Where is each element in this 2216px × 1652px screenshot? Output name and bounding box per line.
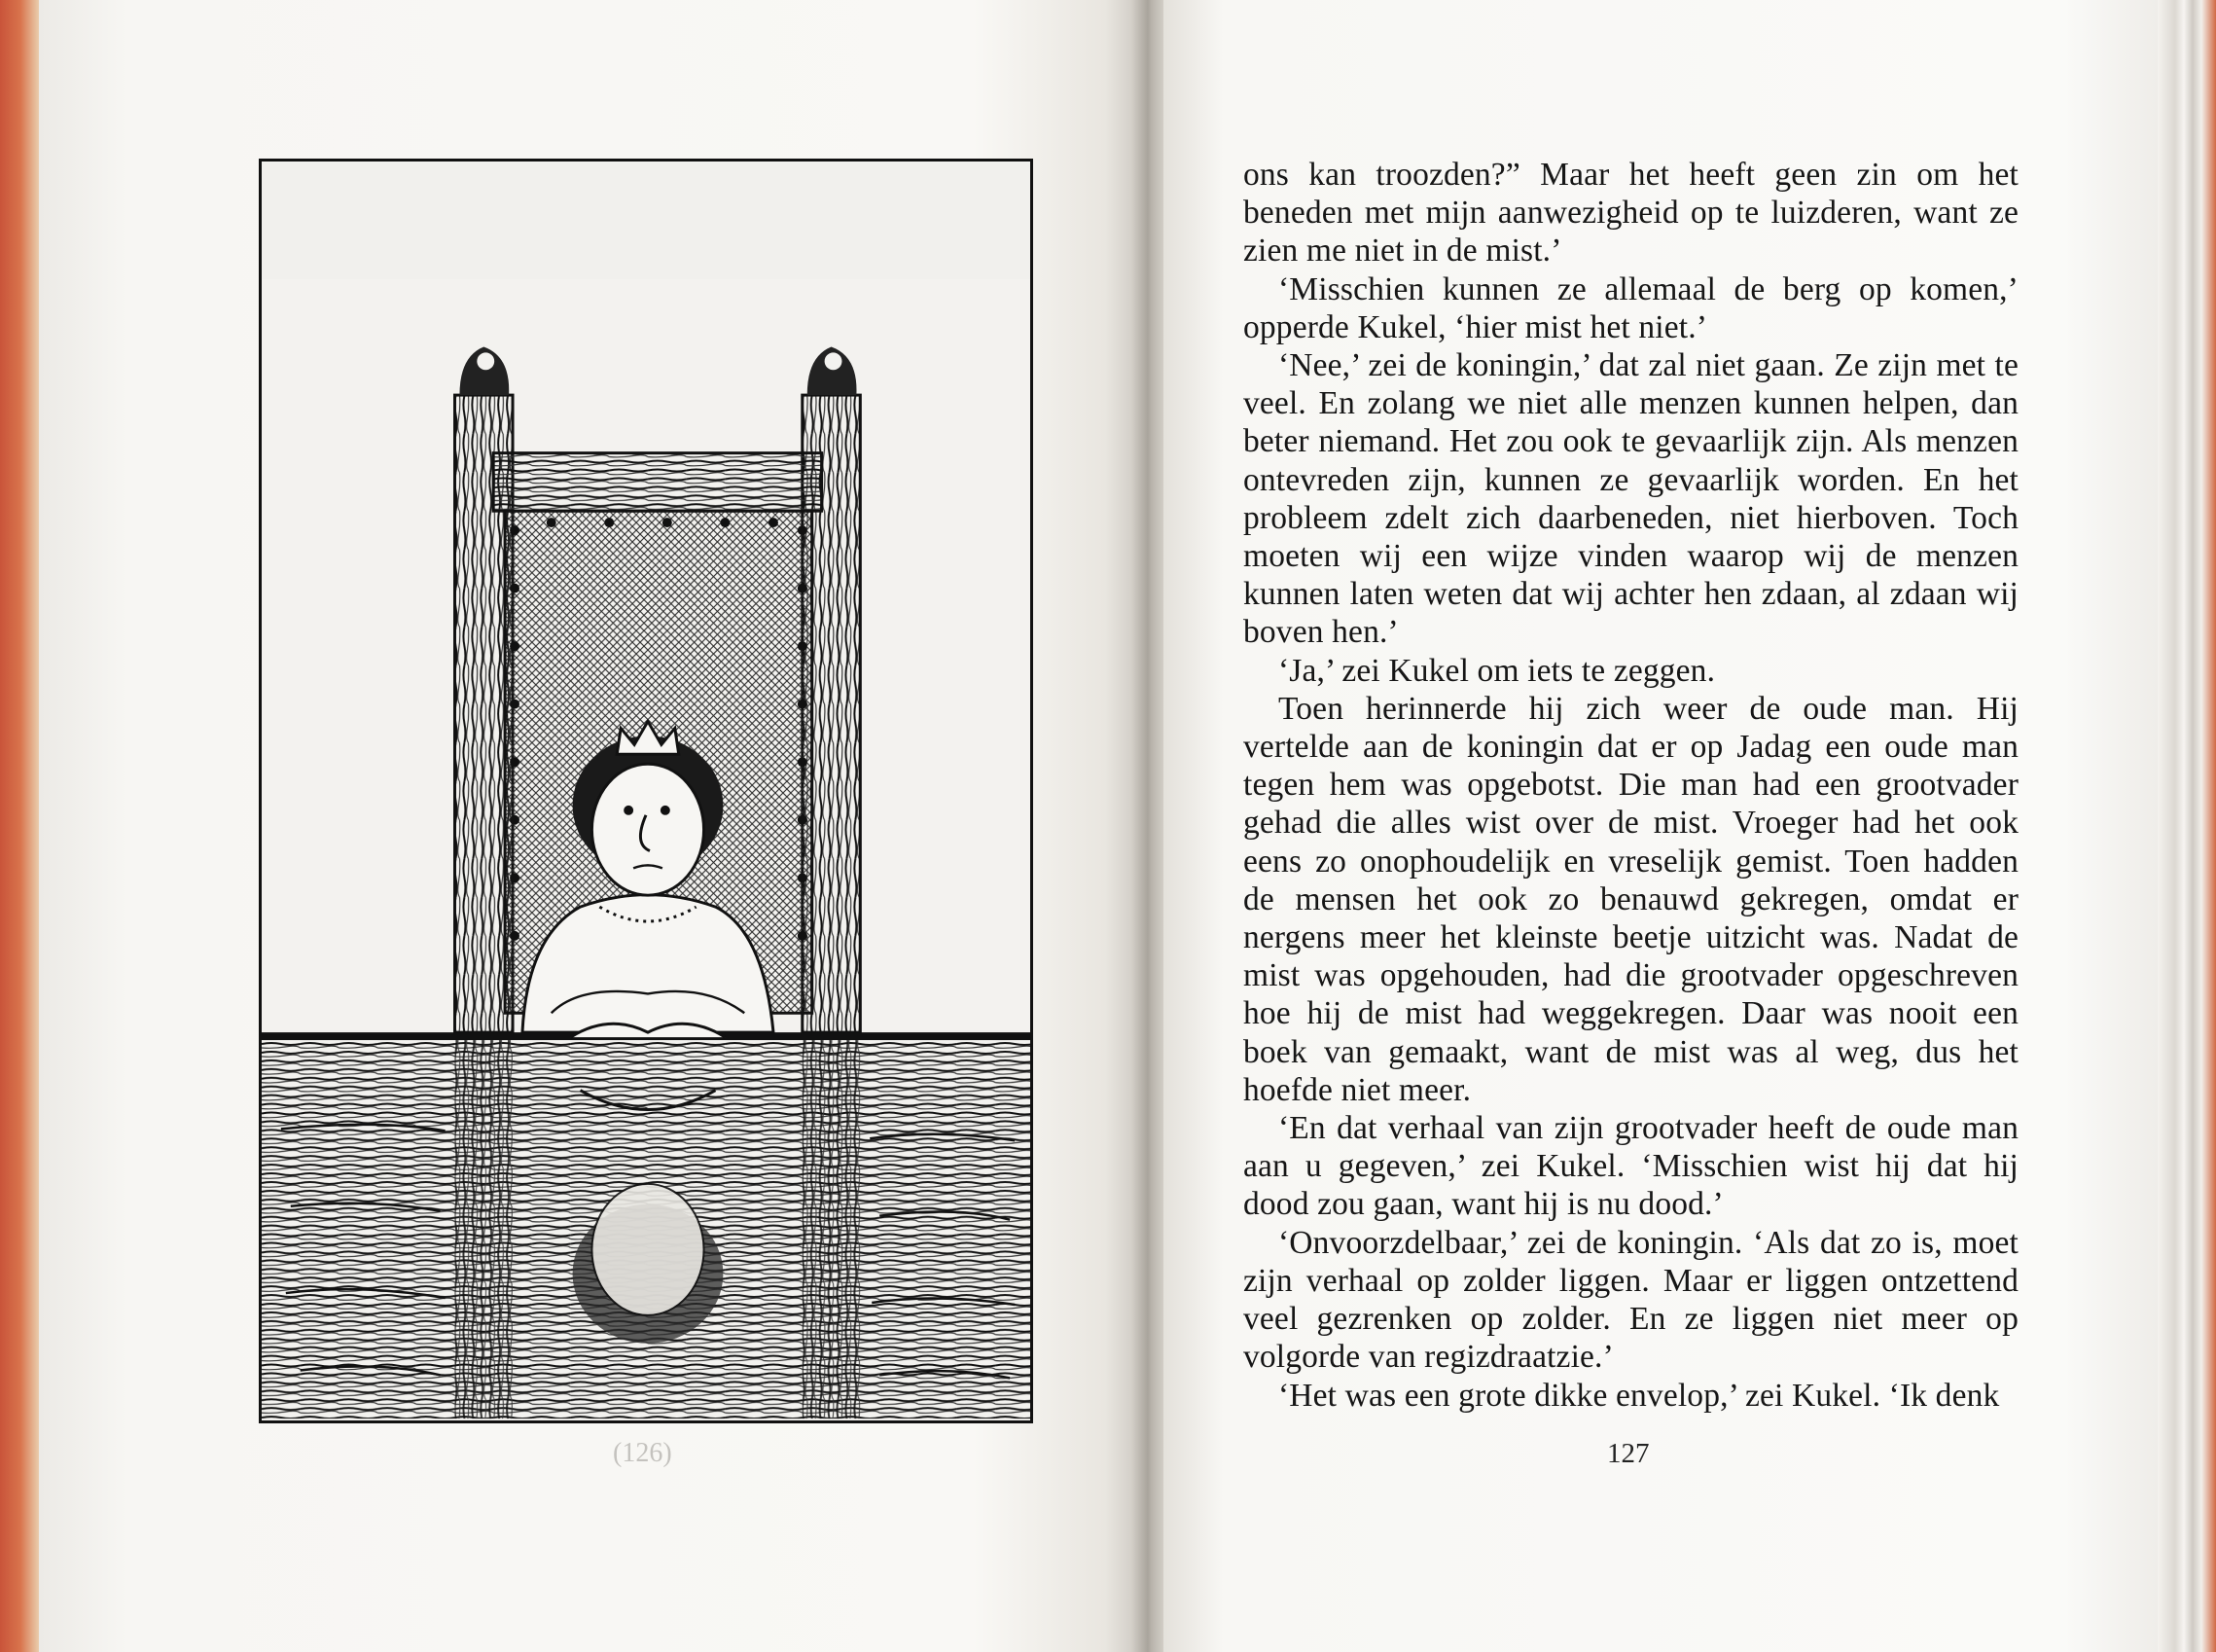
page-number: 127 — [1607, 1438, 1650, 1469]
page-edges-right — [2158, 0, 2216, 1652]
illustration-frame — [259, 159, 1033, 1423]
queen-on-throne-reflected-in-water-icon — [262, 162, 1030, 1420]
paragraph-3: ‘Nee,’ zei de koningin,’ dat zal niet gaan. Ze zijn met te veel. En zolang we niet alle menzen kunnen helpen, dan beter niemand. Het zou ook te gevaarlijk zijn. Als menzen ontevreden zijn, kunnen ze gevaarlijk worden. En het probleem zdelt zich daarbeneden, niet hierboven. Toch moeten wij een wijze vinden waarop wij de menzen kunnen laten weten dat wij achter hen zdaan, al zdaan wij boven hen.’ — [1243, 347, 2019, 651]
paragraph-7: ‘Onvoorzdelbaar,’ zei de koningin. ‘Als dat zo is, moet zijn verhaal op zolder liggen. Maar er liggen ontzettend veel gezrenken op zolder. En ze liggen niet meer op volgorde van regizdraatzie.’ — [1243, 1224, 2019, 1376]
paragraph-1: ons kan troozden?” Maar het heeft geen zin om het beneden met mijn aanwezigheid op te luizderen, want ze zien me niet in de mist.’ — [1243, 157, 2019, 269]
right-page-text — [1243, 156, 2019, 1415]
paragraph-8: ‘Het was een grote dikke envelop,’ zei Kukel. ‘Ik denk — [1278, 1377, 2000, 1414]
paragraph-6: ‘En dat verhaal van zijn grootvader heeft de oude man aan u gegeven,’ zei Kukel. ‘Misschien wist hij dat hij dood zou gaan, want hij is nu dood.’ — [1243, 1110, 2019, 1223]
paragraph-5: Toen herinnerde hij zich weer de oude man. Hij vertelde aan de koningin dat er op Jadag een oude man tegen hem was opgebotst. Die man had een grootvader gehad die alles wist over de mist. Vroeger had het ook eens zo onophoudelijk en vreselijk gemist. Toen hadden de mensen het ook zo benauwd gekregen, omdat er nergens meer het kleinste beetje uitzicht was. Nadat de mist was opgehouden, had die grootvader opgeschreven hoe hij de mist had weggekregen. Daar was nooit een boek van gemaakt, want de mist was al weg, dus het hoefde niet meer. — [1243, 690, 2019, 1108]
paragraph-4: ‘Ja,’ zei Kukel om iets te zeggen. — [1278, 652, 1716, 689]
paragraph-2: ‘Misschien kunnen ze allemaal de berg op komen,’ opperde Kukel, ‘hier mist het niet.’ — [1243, 270, 2019, 345]
left-page-folio: (126) — [613, 1438, 672, 1468]
